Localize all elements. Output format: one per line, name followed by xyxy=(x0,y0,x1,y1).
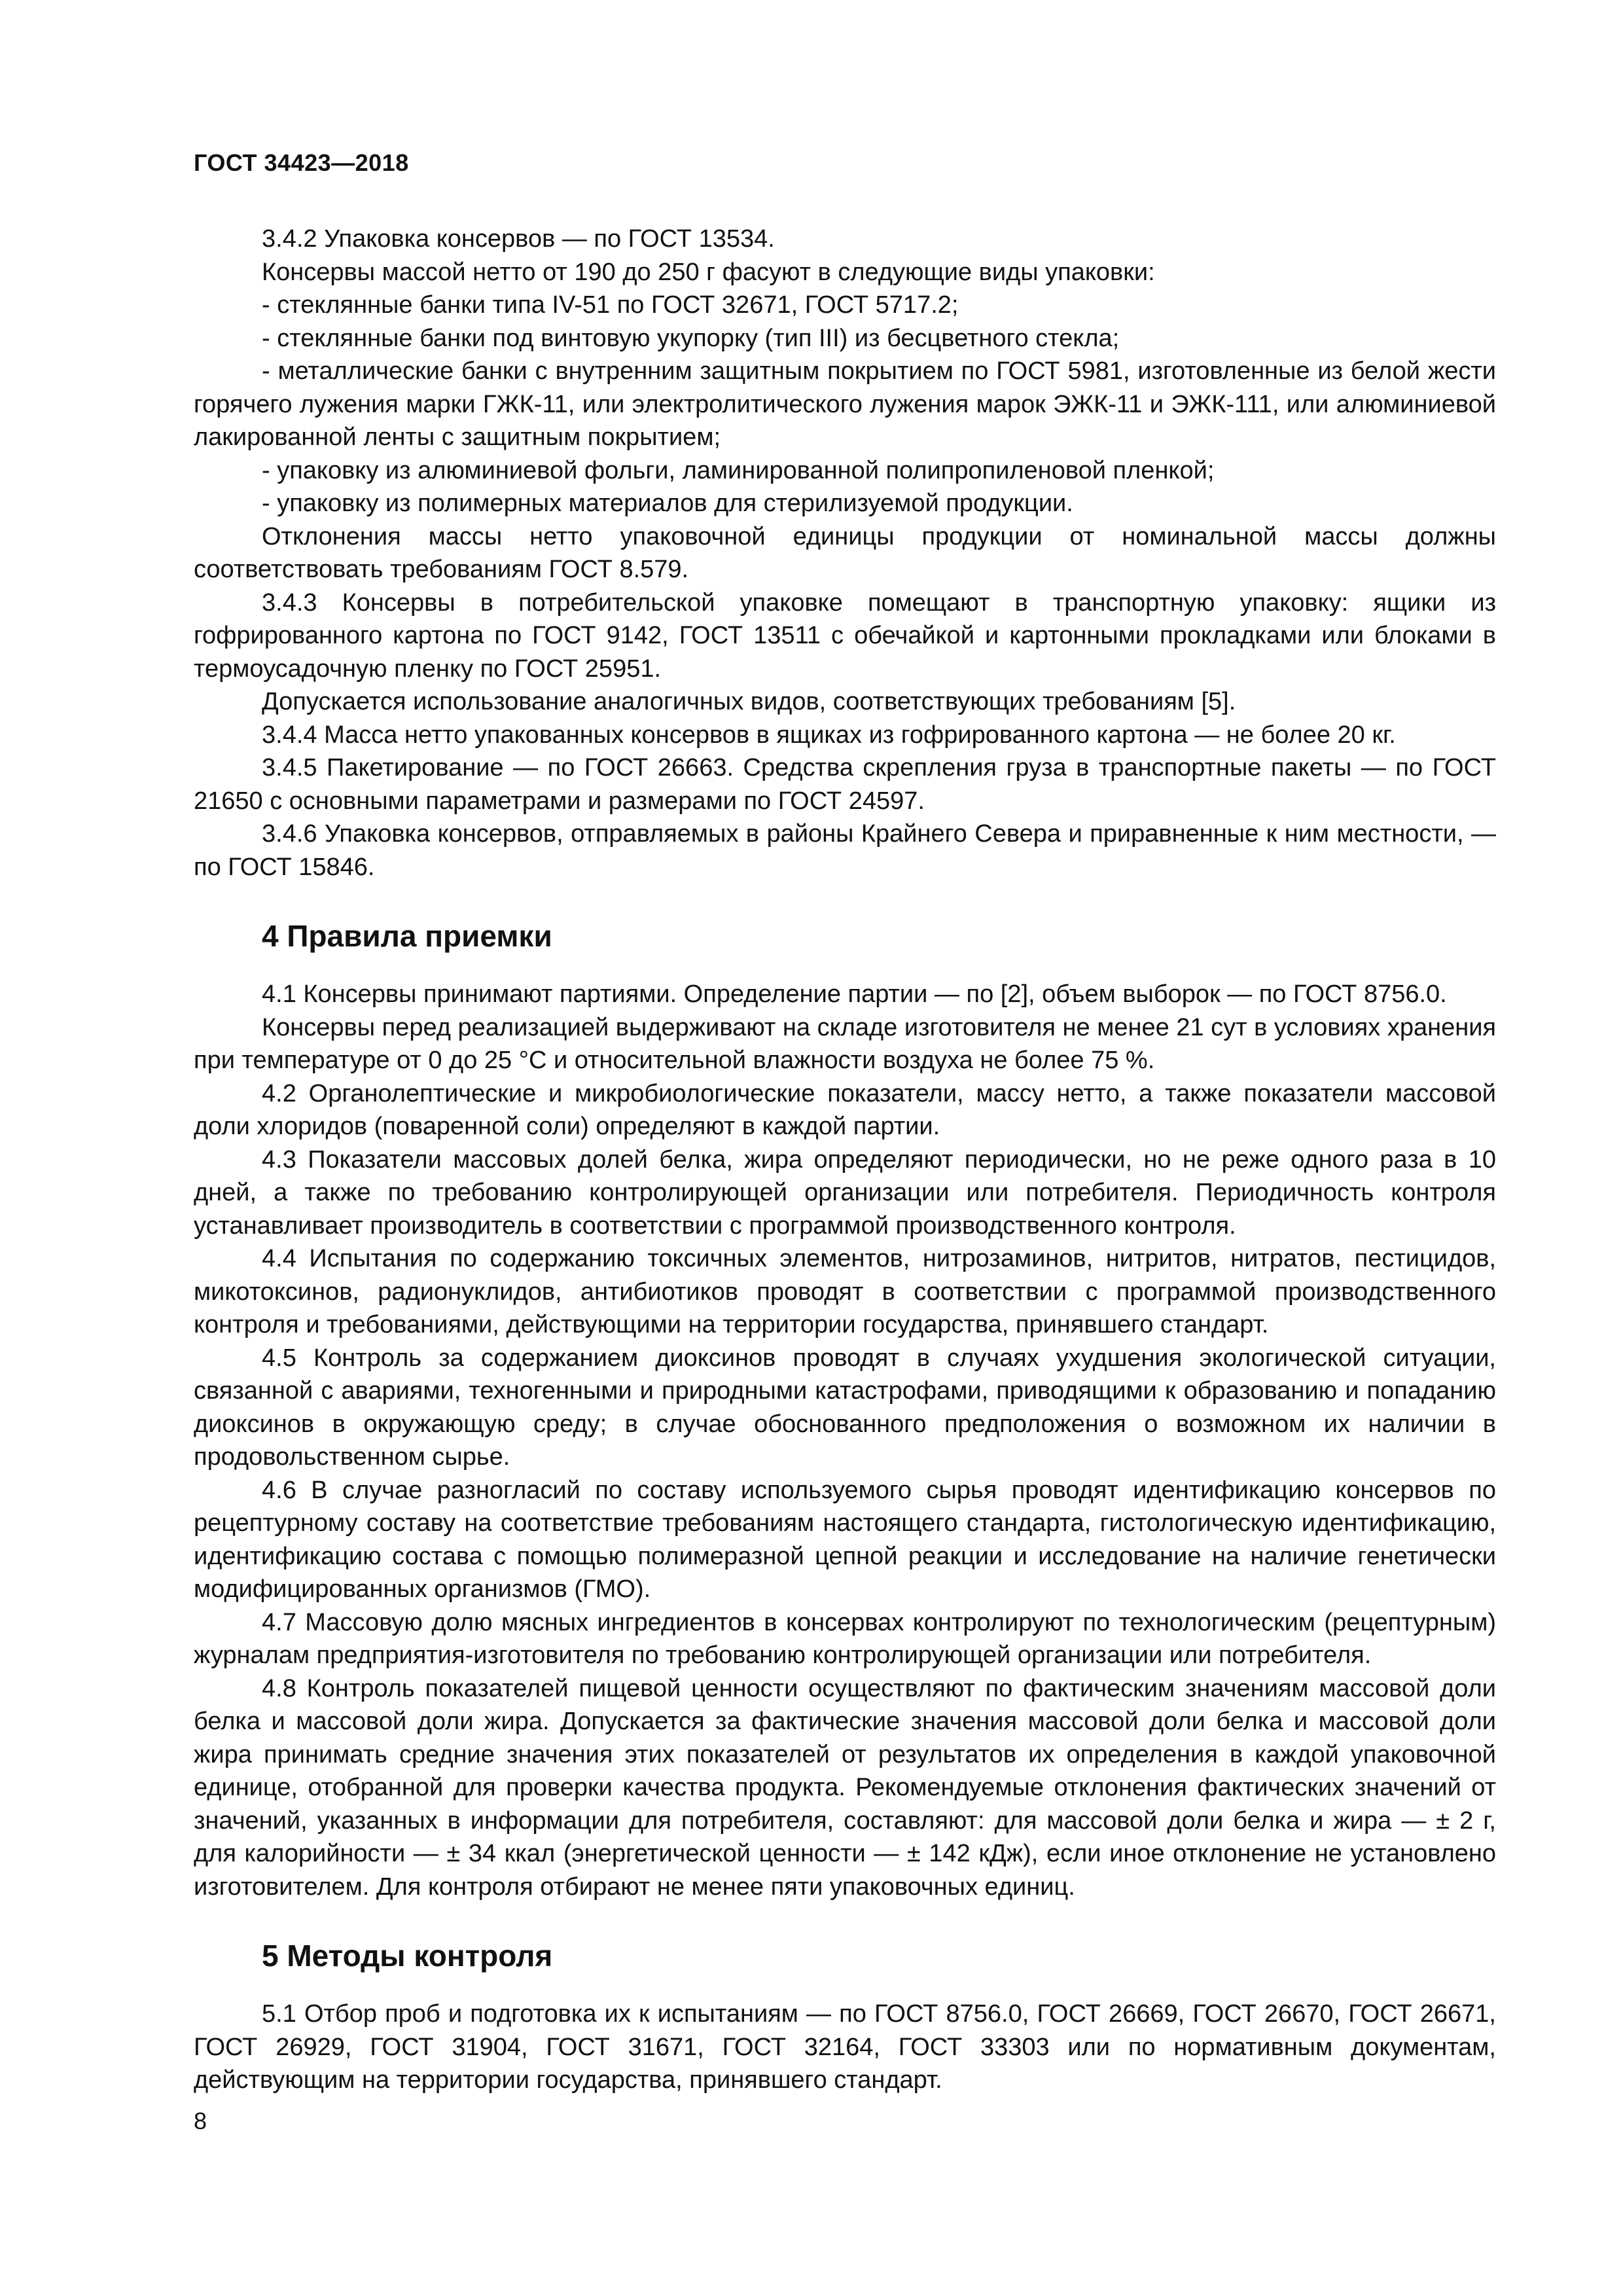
clause-4-8: 4.8 Контроль показателей пищевой ценности осуществляют по фактическим значениям массовой доли белка и массовой доли жира. Допускается за фактические значения массовой доли белка и массовой доли жира принимать средние значения этих показателей от результатов их определения в каждой упаковочной единице, отобранной для проверки качества продукта. Рекомендуемые отклонения фактических значений от значений, указанных в информации для потребителя, составляют: для массовой доли белка и жира — ± 2 г, для калорийности — ± 34 ккал (энергетической ценности — ± 142 кДж), если иное отклонение не установлено изготовителем. Для контроля отбирают не менее пяти упаковочных единиц. xyxy=(194,1674,1496,1901)
net-mass-deviation-paragraph: Отклонения массы нетто упаковочной единицы продукции от номинальной массы должны соответствовать требованиям ГОСТ 8.579. xyxy=(194,522,1496,583)
section-heading-control-methods: 5 Методы контроля xyxy=(262,1939,553,1973)
clause-5-1: 5.1 Отбор проб и подготовка их к испытаниям — по ГОСТ 8756.0, ГОСТ 26669, ГОСТ 26670, ГОСТ 26671, ГОСТ 26929, ГОСТ 31904, ГОСТ 31671, ГОСТ 32164, ГОСТ 33303 или по нормативным документам, действующим на территории государства, принявшего стандарт. xyxy=(194,2000,1496,2094)
clause-3-4-6: 3.4.6 Упаковка консервов, отправляемых в районы Крайнего Севера и приравненные к ним местности, — по ГОСТ 15846. xyxy=(194,820,1496,881)
packaging-list-item: - стеклянные банки под винтовую укупорку (тип III) из бесцветного стекла; xyxy=(262,324,1120,352)
clause-4-7: 4.7 Массовую долю мясных ингредиентов в консервах контролируют по технологическим (рецептурным) журналам предприятия-изготовителя по требованию контролирующей организации или потребителя. xyxy=(194,1608,1496,1669)
clause-3-4-2: 3.4.2 Упаковка консервов — по ГОСТ 13534. xyxy=(262,225,775,253)
clause-4-1: 4.1 Консервы принимают партиями. Определение партии — по [2], объем выборок — по ГОСТ 8756.0. xyxy=(262,980,1447,1008)
clause-4-6: 4.6 В случае разногласий по составу используемого сырья проводят идентификацию консервов по рецептурному составу на соответствие требованиям настоящего стандарта, гистологическую идентификацию, идентификацию состава с помощью полимеразной цепной реакции и исследование на наличие генетически модифицированных организмов (ГМО). xyxy=(194,1476,1496,1603)
document-body xyxy=(194,223,1496,2097)
packaging-list-item: - упаковку из полимерных материалов для стерилизуемой продукции. xyxy=(262,490,1073,517)
packaging-list-item: - стеклянные банки типа IV-51 по ГОСТ 32671, ГОСТ 5717.2; xyxy=(262,291,959,319)
document-code-header: ГОСТ 34423—2018 xyxy=(194,149,409,176)
packaging-list-item: - упаковку из алюминиевой фольги, ламинированной полипропиленовой пленкой; xyxy=(262,456,1215,484)
clause-3-4-4: 3.4.4 Масса нетто упакованных консервов в ящиках из гофрированного картона — не более 20 кг. xyxy=(262,721,1396,749)
analog-packaging-paragraph: Допускается использование аналогичных видов, соответствующих требованиям [5]. xyxy=(262,688,1236,715)
clause-4-5: 4.5 Контроль за содержанием диоксинов проводят в случаях ухудшения экологической ситуации, связанной с авариями, техногенными и природными катастрофами, приводящими к образованию и попаданию диоксинов в окружающую среду; в случае обоснованного предположения о возможном их наличии в продовольственном сырье. xyxy=(194,1344,1496,1471)
clause-4-2: 4.2 Органолептические и микробиологические показатели, массу нетто, а также показатели массовой доли хлоридов (поваренной соли) определяют в каждой партии. xyxy=(194,1079,1496,1140)
packaging-intro: Консервы массой нетто от 190 до 250 г фасуют в следующие виды упаковки: xyxy=(262,258,1155,286)
packaging-list-item: - металлические банки с внутренним защитным покрытием по ГОСТ 5981, изготовленные из белой жести горячего лужения марки ГЖК-11, или электролитического лужения марок ЭЖК-11 и ЭЖК-111, или алюминиевой лакированной ленты с защитным покрытием; xyxy=(194,357,1496,451)
page-number: 8 xyxy=(194,2108,207,2134)
clause-3-4-5: 3.4.5 Пакетирование — по ГОСТ 26663. Средства скрепления груза в транспортные пакеты — по ГОСТ 21650 с основными параметрами и размерами по ГОСТ 24597. xyxy=(194,754,1496,815)
clause-4-3: 4.3 Показатели массовых долей белка, жира определяют периодически, но не реже одного раза в 10 дней, а также по требованию контролирующей организации или потребителя. Периодичность контроля устанавливает производитель в соответствии с программой производственного контроля. xyxy=(194,1145,1496,1240)
clause-4-4: 4.4 Испытания по содержанию токсичных элементов, нитрозаминов, нитритов, нитратов, пестицидов, микотоксинов, радионуклидов, антибиотиков проводят в соответствии с программой производственного контроля и требованиями, действующими на территории государства, принявшего стандарт. xyxy=(194,1245,1496,1338)
section-heading-acceptance-rules: 4 Правила приемки xyxy=(262,919,552,953)
clause-3-4-3: 3.4.3 Консервы в потребительской упаковке помещают в транспортную упаковку: ящики из гофрированного картона по ГОСТ 9142, ГОСТ 13511 с обечайкой и картонными прокладками или блоками в термоусадочную пленку по ГОСТ 25951. xyxy=(194,588,1496,683)
storage-conditions-paragraph: Консервы перед реализацией выдерживают на складе изготовителя не менее 21 сут в условиях хранения при температуре от 0 до 25 °С и относительной влажности воздуха не более 75 %. xyxy=(194,1013,1496,1074)
